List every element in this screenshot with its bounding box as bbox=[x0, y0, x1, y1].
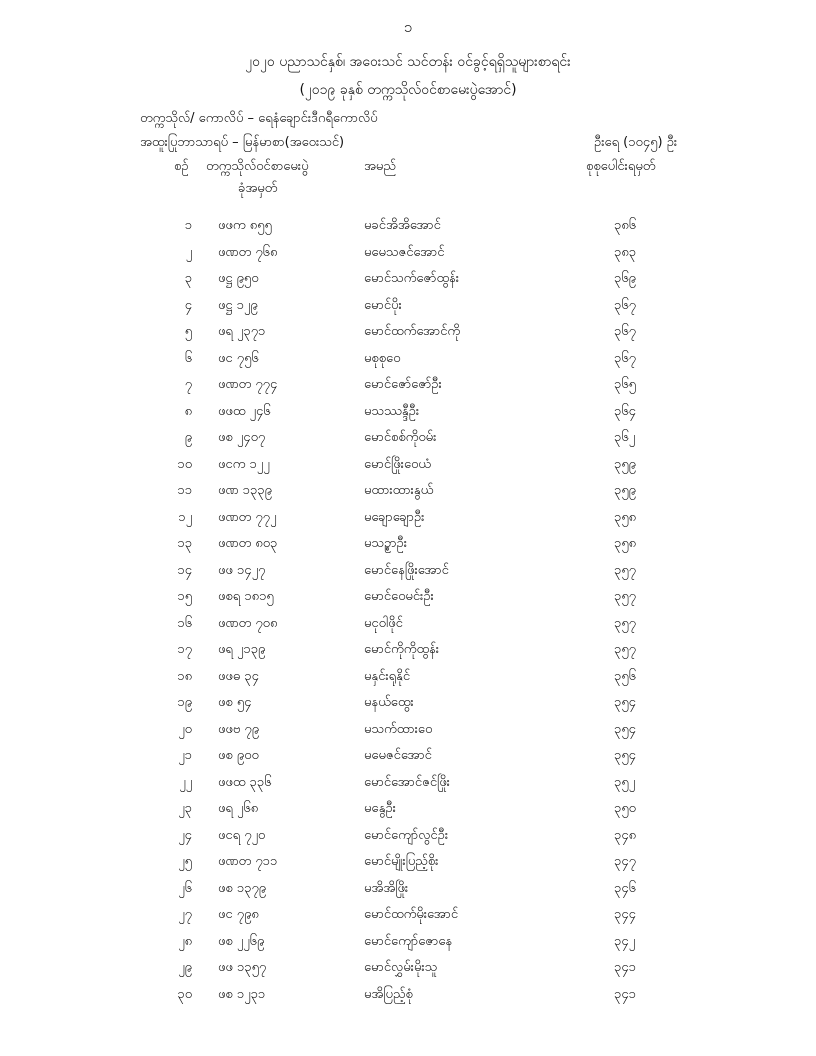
table-row bbox=[0, 506, 816, 533]
student-name: မအိပြည့်စုံ bbox=[364, 986, 413, 1002]
student-name: မောင်ဖြိုးဝေယံ bbox=[364, 456, 431, 472]
row-number: ၂၄ bbox=[178, 827, 192, 843]
student-name: မအိအိဖြိုး bbox=[364, 880, 409, 896]
student-name: မသဿန္ဒီဦး bbox=[364, 403, 420, 419]
row-number: ၂၃ bbox=[178, 801, 192, 816]
roll-number: ဖငရ ၇၂၀ bbox=[218, 827, 266, 843]
roll-number: ဖစ ၅၄ bbox=[218, 695, 252, 710]
row-number: ၁၈ bbox=[177, 668, 192, 684]
column-header-roll-no: တက္ကသိုလ်ဝင်စာမေးပွဲ bbox=[206, 159, 309, 174]
table-row bbox=[0, 294, 816, 321]
student-name: မောင်စစ်ကိုဝမ်း bbox=[364, 430, 437, 445]
roll-number: ဖရ ၂၆၈ bbox=[218, 801, 259, 816]
student-name: မောင်နေဖြိုးအောင် bbox=[364, 562, 449, 578]
table-row bbox=[0, 532, 816, 559]
roll-number: ဖစရ ၁၈၁၅ bbox=[218, 589, 274, 604]
row-number: ၁၇ bbox=[177, 642, 192, 657]
total-marks: ၃၅၇ bbox=[614, 589, 636, 604]
page-number: ၁ bbox=[403, 18, 413, 36]
table-row bbox=[0, 479, 816, 506]
table-row bbox=[0, 797, 816, 824]
table-row bbox=[0, 559, 816, 586]
student-name: မောင်ကျော်လွင်ဦး bbox=[364, 827, 449, 843]
table-row bbox=[0, 612, 816, 639]
student-name: မောင်ထက်မိုးအောင် bbox=[364, 907, 459, 922]
student-name: မထားထားနွယ် bbox=[364, 483, 434, 498]
roll-number: ဖဏတ ၇၁၁ bbox=[218, 854, 278, 869]
student-name: မောင်လွှမ်းမိုးသူ bbox=[364, 960, 438, 975]
row-number: ၈ bbox=[184, 403, 192, 419]
row-number: ၂၇ bbox=[178, 907, 192, 922]
row-number: ၁၃ bbox=[177, 536, 192, 551]
row-number: ၁၄ bbox=[177, 562, 192, 578]
roll-number: ဖစ ၁၂၃၁ bbox=[218, 986, 266, 1002]
table-row bbox=[0, 638, 816, 665]
roll-number: ဖဖဗ ၇၉ bbox=[218, 721, 260, 737]
row-number: ၁ bbox=[184, 218, 192, 233]
total-marks: ၃၅၆ bbox=[614, 668, 636, 684]
student-list bbox=[0, 214, 816, 1009]
roll-number: ဖဏတ ၇၆၈ bbox=[218, 244, 278, 260]
roll-number: ဖဏတ ၇၀၈ bbox=[218, 615, 278, 631]
student-name: မနယ်ထွေး bbox=[364, 695, 414, 710]
total-marks: ၃၈၃ bbox=[614, 244, 637, 260]
table-row bbox=[0, 824, 816, 851]
total-marks: ၃၄၈ bbox=[614, 827, 637, 843]
table-row bbox=[0, 214, 816, 241]
total-marks: ၃၅၇ bbox=[614, 615, 636, 631]
roll-number: ဖဏတ ၇၇၄ bbox=[218, 377, 278, 392]
table-row bbox=[0, 453, 816, 480]
roll-number: ဖဖဓ ၃၄ bbox=[218, 668, 259, 684]
roll-number: ဖစ ၁၃၇၉ bbox=[218, 880, 267, 896]
row-number: ၄ bbox=[184, 297, 192, 313]
total-marks: ၃၆၂ bbox=[614, 430, 636, 445]
total-marks: ၃၆၇ bbox=[614, 350, 636, 366]
total-marks: ၃၅၉ bbox=[614, 483, 636, 498]
student-name: မောင်ကိုကိုထွန်း bbox=[364, 642, 440, 657]
total-marks: ၃၅၉ bbox=[614, 456, 636, 472]
roll-number: ဖင ၇၅၆ bbox=[218, 350, 259, 366]
row-number: ၁၅ bbox=[177, 589, 192, 604]
subject-line: အထူးပြုဘာသာရပ် – မြန်မာစာ(အဝေးသင်) bbox=[140, 135, 345, 150]
qualification-line: ဦးရေ (၁၀၄၅) ဦး bbox=[594, 135, 678, 150]
row-number: ၁၂ bbox=[178, 509, 192, 525]
total-marks: ၃၆၅ bbox=[614, 377, 636, 392]
student-name: မောင်ပိုး bbox=[364, 297, 402, 313]
total-marks: ၃၅၄ bbox=[614, 721, 636, 737]
roll-number: ဖဖထ ၂၄၆ bbox=[218, 403, 271, 419]
table-row bbox=[0, 665, 816, 692]
table-row bbox=[0, 347, 816, 374]
roll-number: ဖရ ၂၁၃၉ bbox=[218, 642, 266, 657]
student-name: မောင်အောင်ဇင်ဖြိုး bbox=[364, 774, 450, 790]
total-marks: ၃၄၁ bbox=[614, 986, 636, 1002]
student-name: မနှင်းရုနိုင် bbox=[364, 668, 411, 684]
page-subtitle: (၂၀၁၉ ခုနှစ် တက္ကသိုလ်ဝင်စာမေးပွဲအောင်) bbox=[299, 82, 517, 98]
row-number: ၆ bbox=[184, 350, 192, 366]
roll-number: ဖရ ၂၃၇၁ bbox=[218, 324, 266, 339]
total-marks: ၃၆၇ bbox=[614, 297, 636, 313]
roll-number: ဖဖ ၁၃၅၇ bbox=[218, 960, 267, 975]
row-number: ၂၀ bbox=[178, 721, 192, 737]
row-number: ၁၁ bbox=[177, 483, 192, 498]
table-row bbox=[0, 691, 816, 718]
row-number: ၃ bbox=[184, 271, 192, 286]
row-number: ၂ bbox=[185, 244, 192, 260]
row-number: ၂၅ bbox=[178, 854, 192, 869]
table-row bbox=[0, 877, 816, 904]
table-row bbox=[0, 426, 816, 453]
table-row bbox=[0, 267, 816, 294]
student-name: မစုစုဝေ bbox=[364, 350, 401, 366]
roll-number: ဖဋ္ဌ ၉၅၀ bbox=[218, 271, 259, 286]
student-name: မငုဝါဖိုင် bbox=[364, 615, 403, 631]
row-number: ၂၆ bbox=[178, 880, 192, 896]
table-row bbox=[0, 744, 816, 771]
total-marks: ၃၆၇ bbox=[614, 324, 636, 339]
total-marks: ၃၄၄ bbox=[614, 907, 636, 922]
student-name: မောင်သက်ဇော်ထွန်း bbox=[364, 271, 460, 286]
table-row bbox=[0, 983, 816, 1010]
column-header-roll-no-2: ခုံအမှတ် bbox=[238, 181, 278, 196]
total-marks: ၃၅၈ bbox=[614, 536, 637, 551]
student-name: မောင်ထက်အောင်ကို bbox=[364, 324, 461, 339]
table-row bbox=[0, 400, 816, 427]
roll-number: ဖင ၇၉၈ bbox=[218, 907, 259, 922]
student-name: မမေဇင်အောင် bbox=[364, 748, 432, 763]
student-name: မသက်ထားဝေ bbox=[364, 721, 433, 737]
student-name: မောင်ဝေမင်းဦး bbox=[364, 589, 434, 604]
roll-number: ဖဖက ၈၅၅ bbox=[218, 218, 272, 233]
roll-number: ဖဏ ၁၃၃၉ bbox=[218, 483, 272, 498]
total-marks: ၃၅၀ bbox=[614, 801, 636, 816]
table-row bbox=[0, 903, 816, 930]
roll-number: ဖဏတ ၇၇၂ bbox=[218, 509, 277, 525]
total-marks: ၃၅၈ bbox=[614, 509, 637, 525]
student-name: မခင်အိအိအောင် bbox=[364, 218, 441, 233]
student-name: မောင်မျိုးပြည့်စိုး bbox=[364, 854, 439, 869]
student-name: မောင်ဇော်ဇော်ဦး bbox=[364, 377, 442, 392]
table-row bbox=[0, 373, 816, 400]
row-number: ၉ bbox=[184, 430, 192, 445]
university-line: တက္ကသိုလ်/ ကောလိပ် – ရေနံချောင်းဒီဂရီကောလိပ် bbox=[140, 111, 378, 126]
total-marks: ၃၄၂ bbox=[614, 933, 636, 949]
total-marks: ၃၅၄ bbox=[614, 748, 636, 763]
table-row bbox=[0, 850, 816, 877]
table-row bbox=[0, 771, 816, 798]
total-marks: ၃၅၇ bbox=[614, 562, 636, 578]
row-number: ၂၉ bbox=[178, 960, 192, 975]
total-marks: ၃၅၂ bbox=[614, 774, 636, 790]
roll-number: ဖဋ္ဌ ၁၂၉ bbox=[218, 297, 258, 313]
total-marks: ၃၆၉ bbox=[614, 271, 636, 286]
student-name: မသဥ္စာဦး bbox=[364, 536, 408, 551]
roll-number: ဖစ ၂၂၆၉ bbox=[218, 933, 265, 949]
roll-number: ဖဖထ ၃၃၆ bbox=[218, 774, 272, 790]
total-marks: ၃၅၄ bbox=[614, 695, 636, 710]
total-marks: ၃၈၆ bbox=[614, 218, 637, 233]
total-marks: ၃၆၄ bbox=[614, 403, 636, 419]
roll-number: ဖဏတ ၈၀၃ bbox=[218, 536, 278, 551]
row-number: ၂၁ bbox=[178, 748, 192, 763]
table-row bbox=[0, 585, 816, 612]
table-row bbox=[0, 241, 816, 268]
student-name: မနွေဦး bbox=[364, 801, 396, 816]
row-number: ၁၀ bbox=[177, 456, 192, 472]
student-name: မောင်ကျော်ဇောနေ bbox=[364, 933, 453, 949]
roll-number: ဖဖ ၁၄၂၇ bbox=[218, 562, 266, 578]
row-number: ၂၈ bbox=[178, 933, 192, 949]
column-header-no: စဉ် bbox=[174, 159, 189, 174]
row-number: ၅ bbox=[184, 324, 192, 339]
row-number: ၂၂ bbox=[179, 774, 192, 790]
total-marks: ၃၄၇ bbox=[614, 854, 636, 869]
column-header-marks: စုစုပေါင်းရမှတ် bbox=[586, 159, 656, 174]
table-row bbox=[0, 956, 816, 983]
roll-number: ဖစ ၂၄၀၇ bbox=[218, 430, 266, 445]
row-number: ၁၆ bbox=[177, 615, 192, 631]
row-number: ၁၉ bbox=[177, 695, 192, 710]
student-name: မမေသဇင်အောင် bbox=[364, 244, 445, 260]
total-marks: ၃၄၆ bbox=[614, 880, 636, 896]
total-marks: ၃၄၁ bbox=[614, 960, 636, 975]
column-header-name: အမည် bbox=[364, 159, 396, 174]
table-row bbox=[0, 718, 816, 745]
total-marks: ၃၅၇ bbox=[614, 642, 636, 657]
roll-number: ဖစ ၉၀၀ bbox=[218, 748, 259, 763]
table-row bbox=[0, 320, 816, 347]
row-number: ၃၀ bbox=[177, 986, 192, 1002]
roll-number: ဖငက ၁၂၂ bbox=[218, 456, 270, 472]
page-title: ၂၀၂၀ ပညာသင်နှစ်၊ အဝေးသင် သင်တန်း ဝင်ခွင့်ရရှိသူများစာရင်း bbox=[245, 54, 571, 70]
table-row bbox=[0, 930, 816, 957]
student-name: မချောချောဦး bbox=[364, 509, 425, 525]
row-number: ၇ bbox=[184, 377, 192, 392]
